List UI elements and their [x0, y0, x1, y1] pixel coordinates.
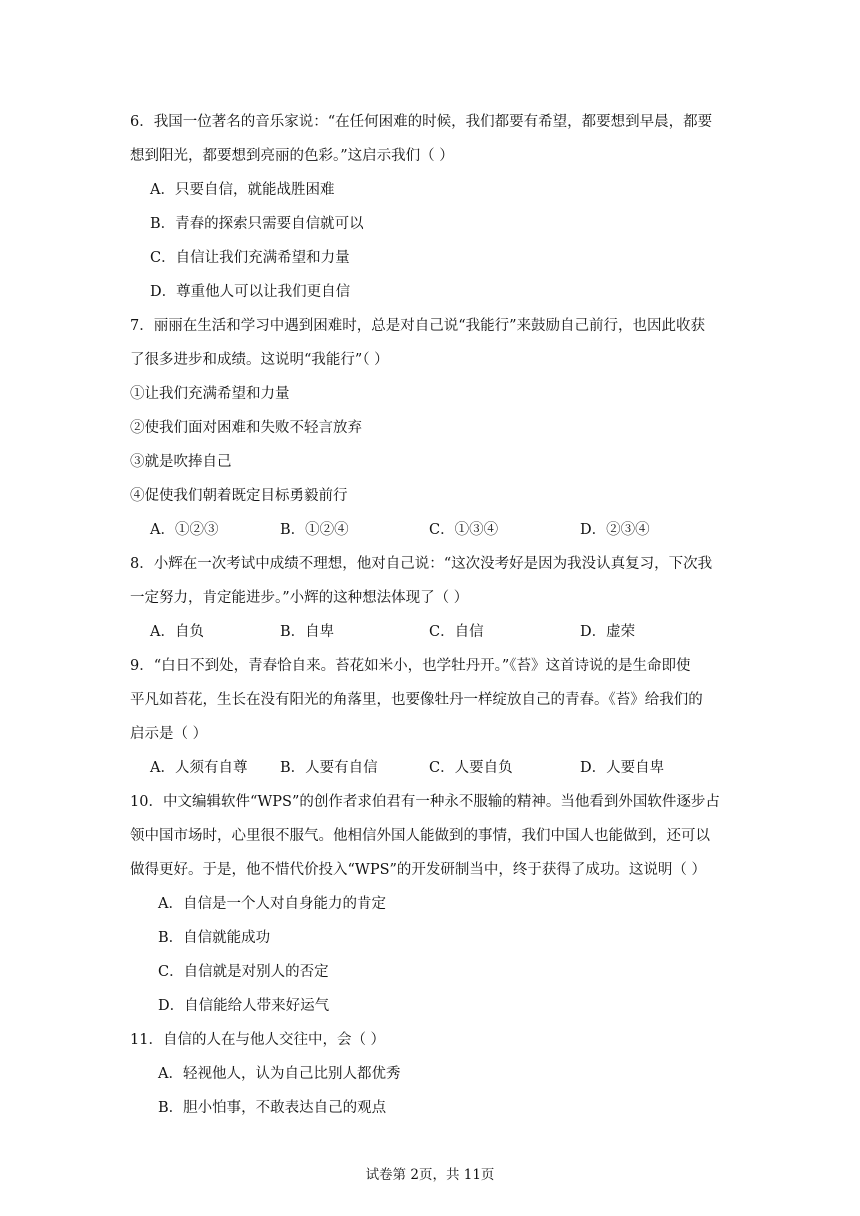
question-stem-line: 启示是（ ） [130, 726, 208, 742]
question-stem-line: 6．我国一位著名的音乐家说：“在任何困难的时候，我们都要有希望，都要想到早晨，都要 [130, 114, 713, 130]
option-a[interactable]: A．轻视他人，认为自己比别人都优秀 [158, 1066, 401, 1082]
question-stem-line: 领中国市场时，心里很不服气。他相信外国人能做到的事情，我们中国人也能做到，还可以 [130, 828, 710, 844]
options-row [0, 520, 860, 540]
question-stem-line: 7．丽丽在生活和学习中遇到困难时，总是对自己说“我能行”来鼓励自己前行，也因此收获 [130, 318, 706, 334]
question-stem-line: 一定努力，肯定能进步。”小辉的这种想法体现了（ ） [130, 590, 469, 606]
option-d[interactable]: D．尊重他人可以让我们更自信 [150, 284, 351, 300]
option-d[interactable]: D．自信能给人带来好运气 [158, 998, 330, 1014]
option-a[interactable]: A．①②③ [150, 522, 219, 538]
option-b[interactable]: B．自信就能成功 [158, 930, 271, 946]
question-stem-line: 9．“白日不到处，青春恰自来。苔花如米小，也学牡丹开。”《苔》这首诗说的是生命即使 [130, 658, 691, 674]
option-a[interactable]: A．只要自信，就能战胜困难 [150, 182, 335, 198]
option-c[interactable]: C．①③④ [429, 522, 499, 538]
option-b[interactable]: B．人要有自信 [280, 760, 378, 776]
statement-4: ④促使我们朝着既定目标勇毅前行 [130, 488, 348, 504]
option-b[interactable]: B．自卑 [280, 624, 335, 640]
option-a[interactable]: A．人须有自尊 [150, 760, 248, 776]
option-c[interactable]: C．人要自负 [429, 760, 513, 776]
question-stem-line: 10．中文编辑软件“WPS”的创作者求伯君有一种永不服输的精神。当他看到外国软件逐步占 [130, 794, 720, 810]
statement-3: ③就是吹捧自己 [130, 454, 232, 470]
option-d[interactable]: D．②③④ [580, 522, 650, 538]
option-c[interactable]: C．自信 [429, 624, 484, 640]
option-c[interactable]: C．自信让我们充满希望和力量 [150, 250, 350, 266]
option-d[interactable]: D．人要自卑 [580, 760, 665, 776]
page-footer: 试卷第 2页，共 11页 [365, 1167, 495, 1183]
option-b[interactable]: B．青春的探索只需要自信就可以 [150, 216, 364, 232]
statement-1: ①让我们充满希望和力量 [130, 386, 290, 402]
option-c[interactable]: C．自信就是对别人的否定 [158, 964, 329, 980]
option-a[interactable]: A．自信是一个人对自身能力的肯定 [158, 896, 386, 912]
question-stem-line: 想到阳光，都要想到亮丽的色彩。”这启示我们（ ） [130, 148, 454, 164]
question-stem-line: 11．自信的人在与他人交往中，会（ ） [130, 1032, 386, 1048]
question-stem-line: 做得更好。于是，他不惜代价投入“WPS”的开发研制当中，终于获得了成功。这说明（ ） [130, 862, 707, 878]
options-row [0, 622, 860, 642]
question-stem-line: 平凡如苔花，生长在没有阳光的角落里，也要像牡丹一样绽放自己的青春。《苔》给我们的 [130, 692, 703, 708]
option-b[interactable]: B．①②④ [280, 522, 349, 538]
question-stem-line: 了很多进步和成绩。这说明“我能行”（ ） [130, 352, 389, 368]
question-stem-line: 8．小辉在一次考试中成绩不理想，他对自己说：“这次没考好是因为我没认真复习，下次我 [130, 556, 713, 572]
statement-2: ②使我们面对困难和失败不轻言放弃 [130, 420, 362, 436]
options-row [0, 758, 860, 778]
option-a[interactable]: A．自负 [150, 624, 204, 640]
option-b[interactable]: B．胆小怕事，不敢表达自己的观点 [158, 1100, 387, 1116]
option-d[interactable]: D．虚荣 [580, 624, 636, 640]
